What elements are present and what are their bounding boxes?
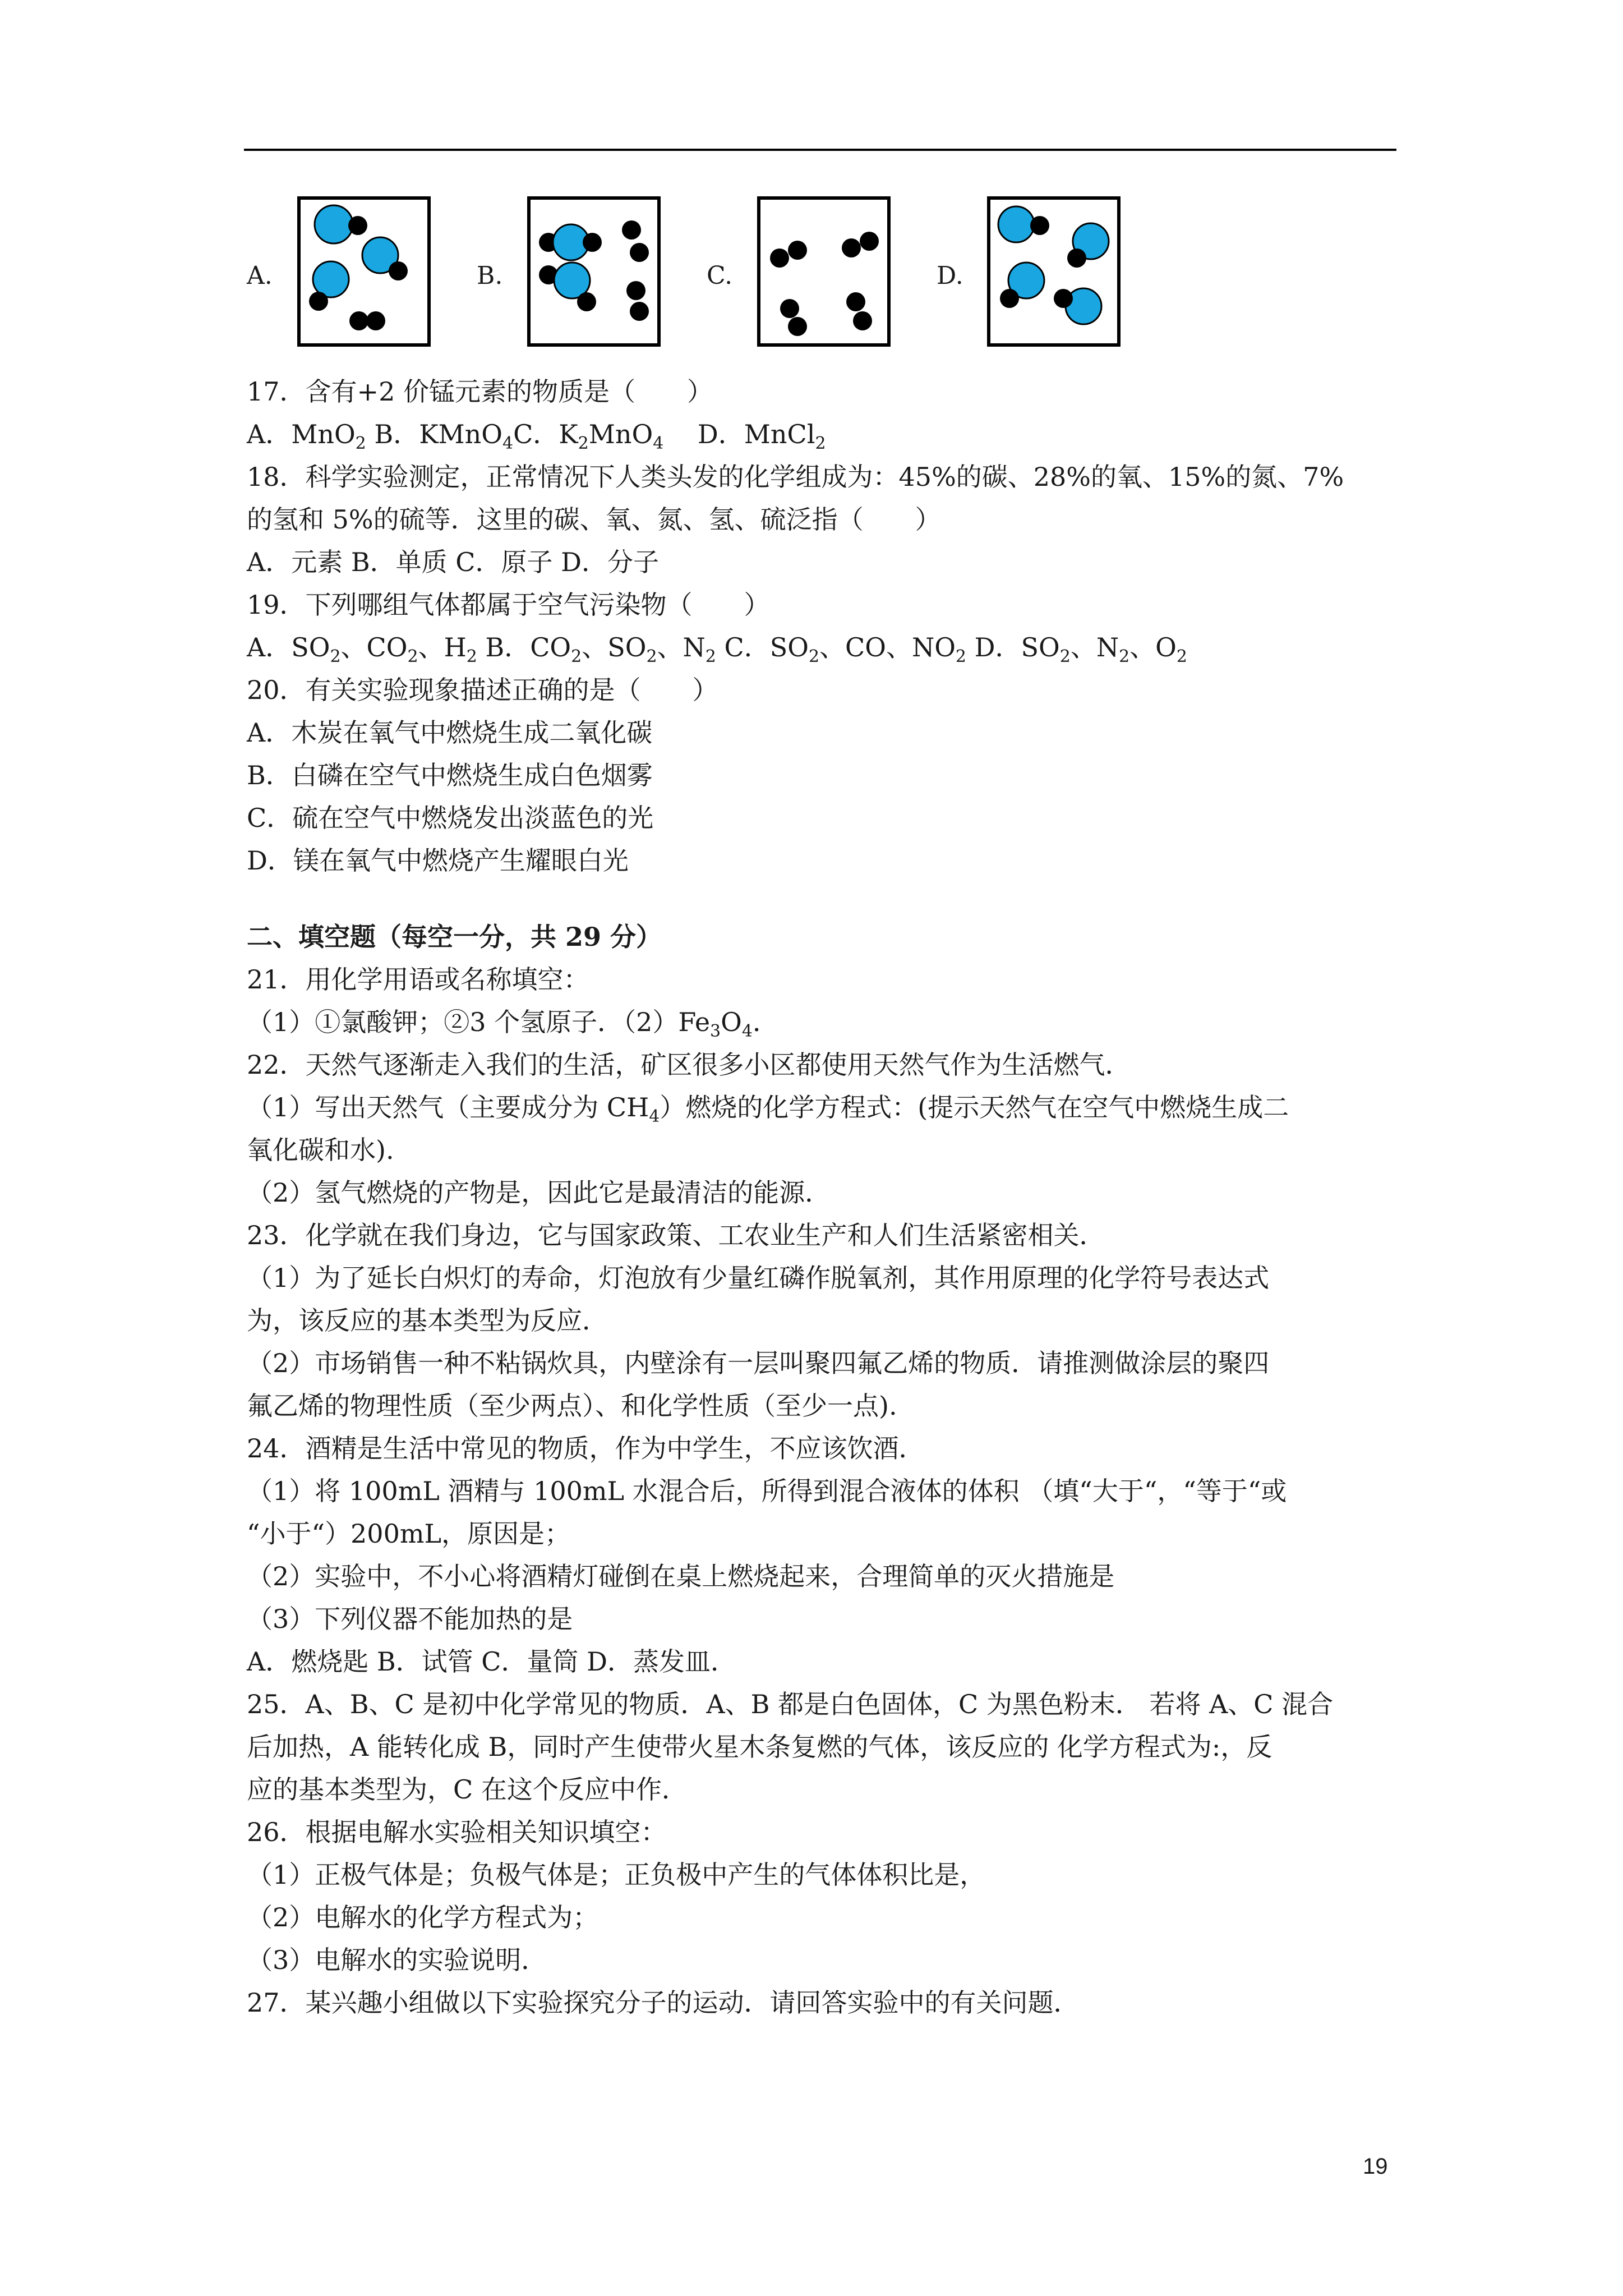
q23-line1: （1）为了延长白炽灯的寿命，灯泡放有少量红磷作脱氧剂，其作用原理的化学符号表达式 <box>247 1263 1270 1293</box>
page-content <box>247 370 1396 2024</box>
q19-options: A．$SO_2$、$CO_2$、$H_2$ B．$CO_2$、$SO_2$、$N_2$ C．$SO_2$、CO、$NO_2$ D．$SO_2$、$N_2$、$O_2$ <box>247 632 1187 666</box>
molecule-diagram-b <box>527 196 661 347</box>
q23-line3: （2）市场销售一种不粘锅炊具，内壁涂有一层叫聚四氟乙烯的物质．请推测做涂层的聚四 <box>247 1348 1270 1378</box>
q17-options: A．MnO$_2$ B．KMnO$_4$C．$K_2MnO_4$ D．MnCl$_2$ <box>247 419 826 453</box>
q24-line3: （2）实验中，不小心将酒精灯碰倒在桌上燃烧起来，合理简单的灭火措施是 <box>247 1561 1115 1591</box>
q25-line2: 后加热，A 能转化成 B，同时产生使带火星木条复燃的气体，该反应的 化学方程式为:，反 <box>247 1732 1272 1762</box>
figure-label-c: C. <box>707 261 733 290</box>
q26-line2: （2）电解水的化学方程式为； <box>247 1902 599 1932</box>
q25-line1: 25．A、B、C 是初中化学常见的物质．A、B 都是白色固体，C 为黑色粉末． 若将 A、C 混合 <box>247 1689 1334 1719</box>
figure-label-b: B. <box>477 261 503 290</box>
q20-option-a: A．木炭在氧气中燃烧生成二氧化碳 <box>247 717 653 748</box>
figure-label-d: D. <box>937 261 963 290</box>
q17-stem: 17．含有+2 价锰元素的物质是（ ） <box>247 376 713 407</box>
q20-option-c: C．硫在空气中燃烧发出淡蓝色的光 <box>247 803 654 833</box>
q23-line2: 为，该反应的基本类型为反应． <box>247 1305 608 1336</box>
page-number: 19 <box>1363 2154 1388 2179</box>
q23-line4: 氟乙烯的物理性质（至少两点）、和化学性质（至少一点). <box>247 1391 897 1421</box>
q20-stem: 20．有关实验现象描述正确的是（ ） <box>247 675 718 705</box>
q24-stem: 24．酒精是生活中常见的物质，作为中学生，不应该饮酒． <box>247 1433 925 1464</box>
q20-option-b: B．白磷在空气中燃烧生成白色烟雾 <box>247 760 653 790</box>
q26-line3: （3）电解水的实验说明． <box>247 1945 547 1975</box>
q25-line3: 应的基本类型为，C 在这个反应中作． <box>247 1774 688 1805</box>
q19-stem: 19．下列哪组气体都属于空气污染物（ ） <box>247 590 770 620</box>
q26-stem: 26．根据电解水实验相关知识填空： <box>247 1817 667 1847</box>
section-2-title: 二、填空题（每空一分，共 29 分） <box>247 922 662 952</box>
q18-stem-line1: 18．科学实验测定，正常情况下人类头发的化学组成为：45%的碳、28%的氧、15%的氮、7% <box>247 462 1344 492</box>
molecule-diagram-d <box>987 196 1121 347</box>
q21-line1: （1）①氯酸钾；②3 个氢原子．$(2)Fe_3O_4$． <box>247 1007 778 1041</box>
molecule-figures <box>244 196 1396 353</box>
q18-options: A．元素 B．单质 C．原子 D．分子 <box>247 547 659 577</box>
molecule-diagram-a <box>297 196 431 347</box>
q22-stem: 22．天然气逐渐走入我们的生活，矿区很多小区都使用天然气作为生活燃气． <box>247 1050 1131 1080</box>
q23-stem: 23．化学就在我们身边，它与国家政策、工农业生产和人们生活紧密相关． <box>247 1220 1105 1250</box>
molecule-diagram-c <box>757 196 891 347</box>
q20-option-d: D．镁在氧气中燃烧产生耀眼白光 <box>247 845 629 876</box>
figure-label-a: A. <box>247 261 273 290</box>
header-rule <box>244 149 1396 151</box>
q22-line2: 氧化碳和水). <box>247 1135 394 1165</box>
q24-line1: （1）将 100mL 酒精与 100mL 水混合后，所得到混合液体的体积 （填“大于“，“等于“或 <box>247 1476 1287 1506</box>
q24-line2: “小于“）200mL，原因是； <box>247 1519 570 1549</box>
q22-line1: （1）写出天然气（主要成分为 $CH_4$）燃烧的化学方程式：(提示天然气在空气中燃烧生成二 <box>247 1092 1289 1126</box>
q21-stem: 21．用化学用语或名称填空： <box>247 964 589 995</box>
q27-stem: 27．某兴趣小组做以下实验探究分子的运动．请回答实验中的有关问题． <box>247 1987 1080 2018</box>
q18-stem-line2: 的氢和 5%的硫等．这里的碳、氧、氮、氢、硫泛指（ ） <box>247 504 941 535</box>
q26-line1: （1）正极气体是；负极气体是；正负极中产生的气体体积比是， <box>247 1860 986 1890</box>
q24-line5: A．燃烧匙 B．试管 C．量筒 D．蒸发皿． <box>247 1646 736 1677</box>
q24-line4: （3）下列仪器不能加热的是 <box>247 1604 573 1634</box>
q22-line3: （2）氢气燃烧的产物是，因此它是最清洁的能源． <box>247 1177 831 1208</box>
